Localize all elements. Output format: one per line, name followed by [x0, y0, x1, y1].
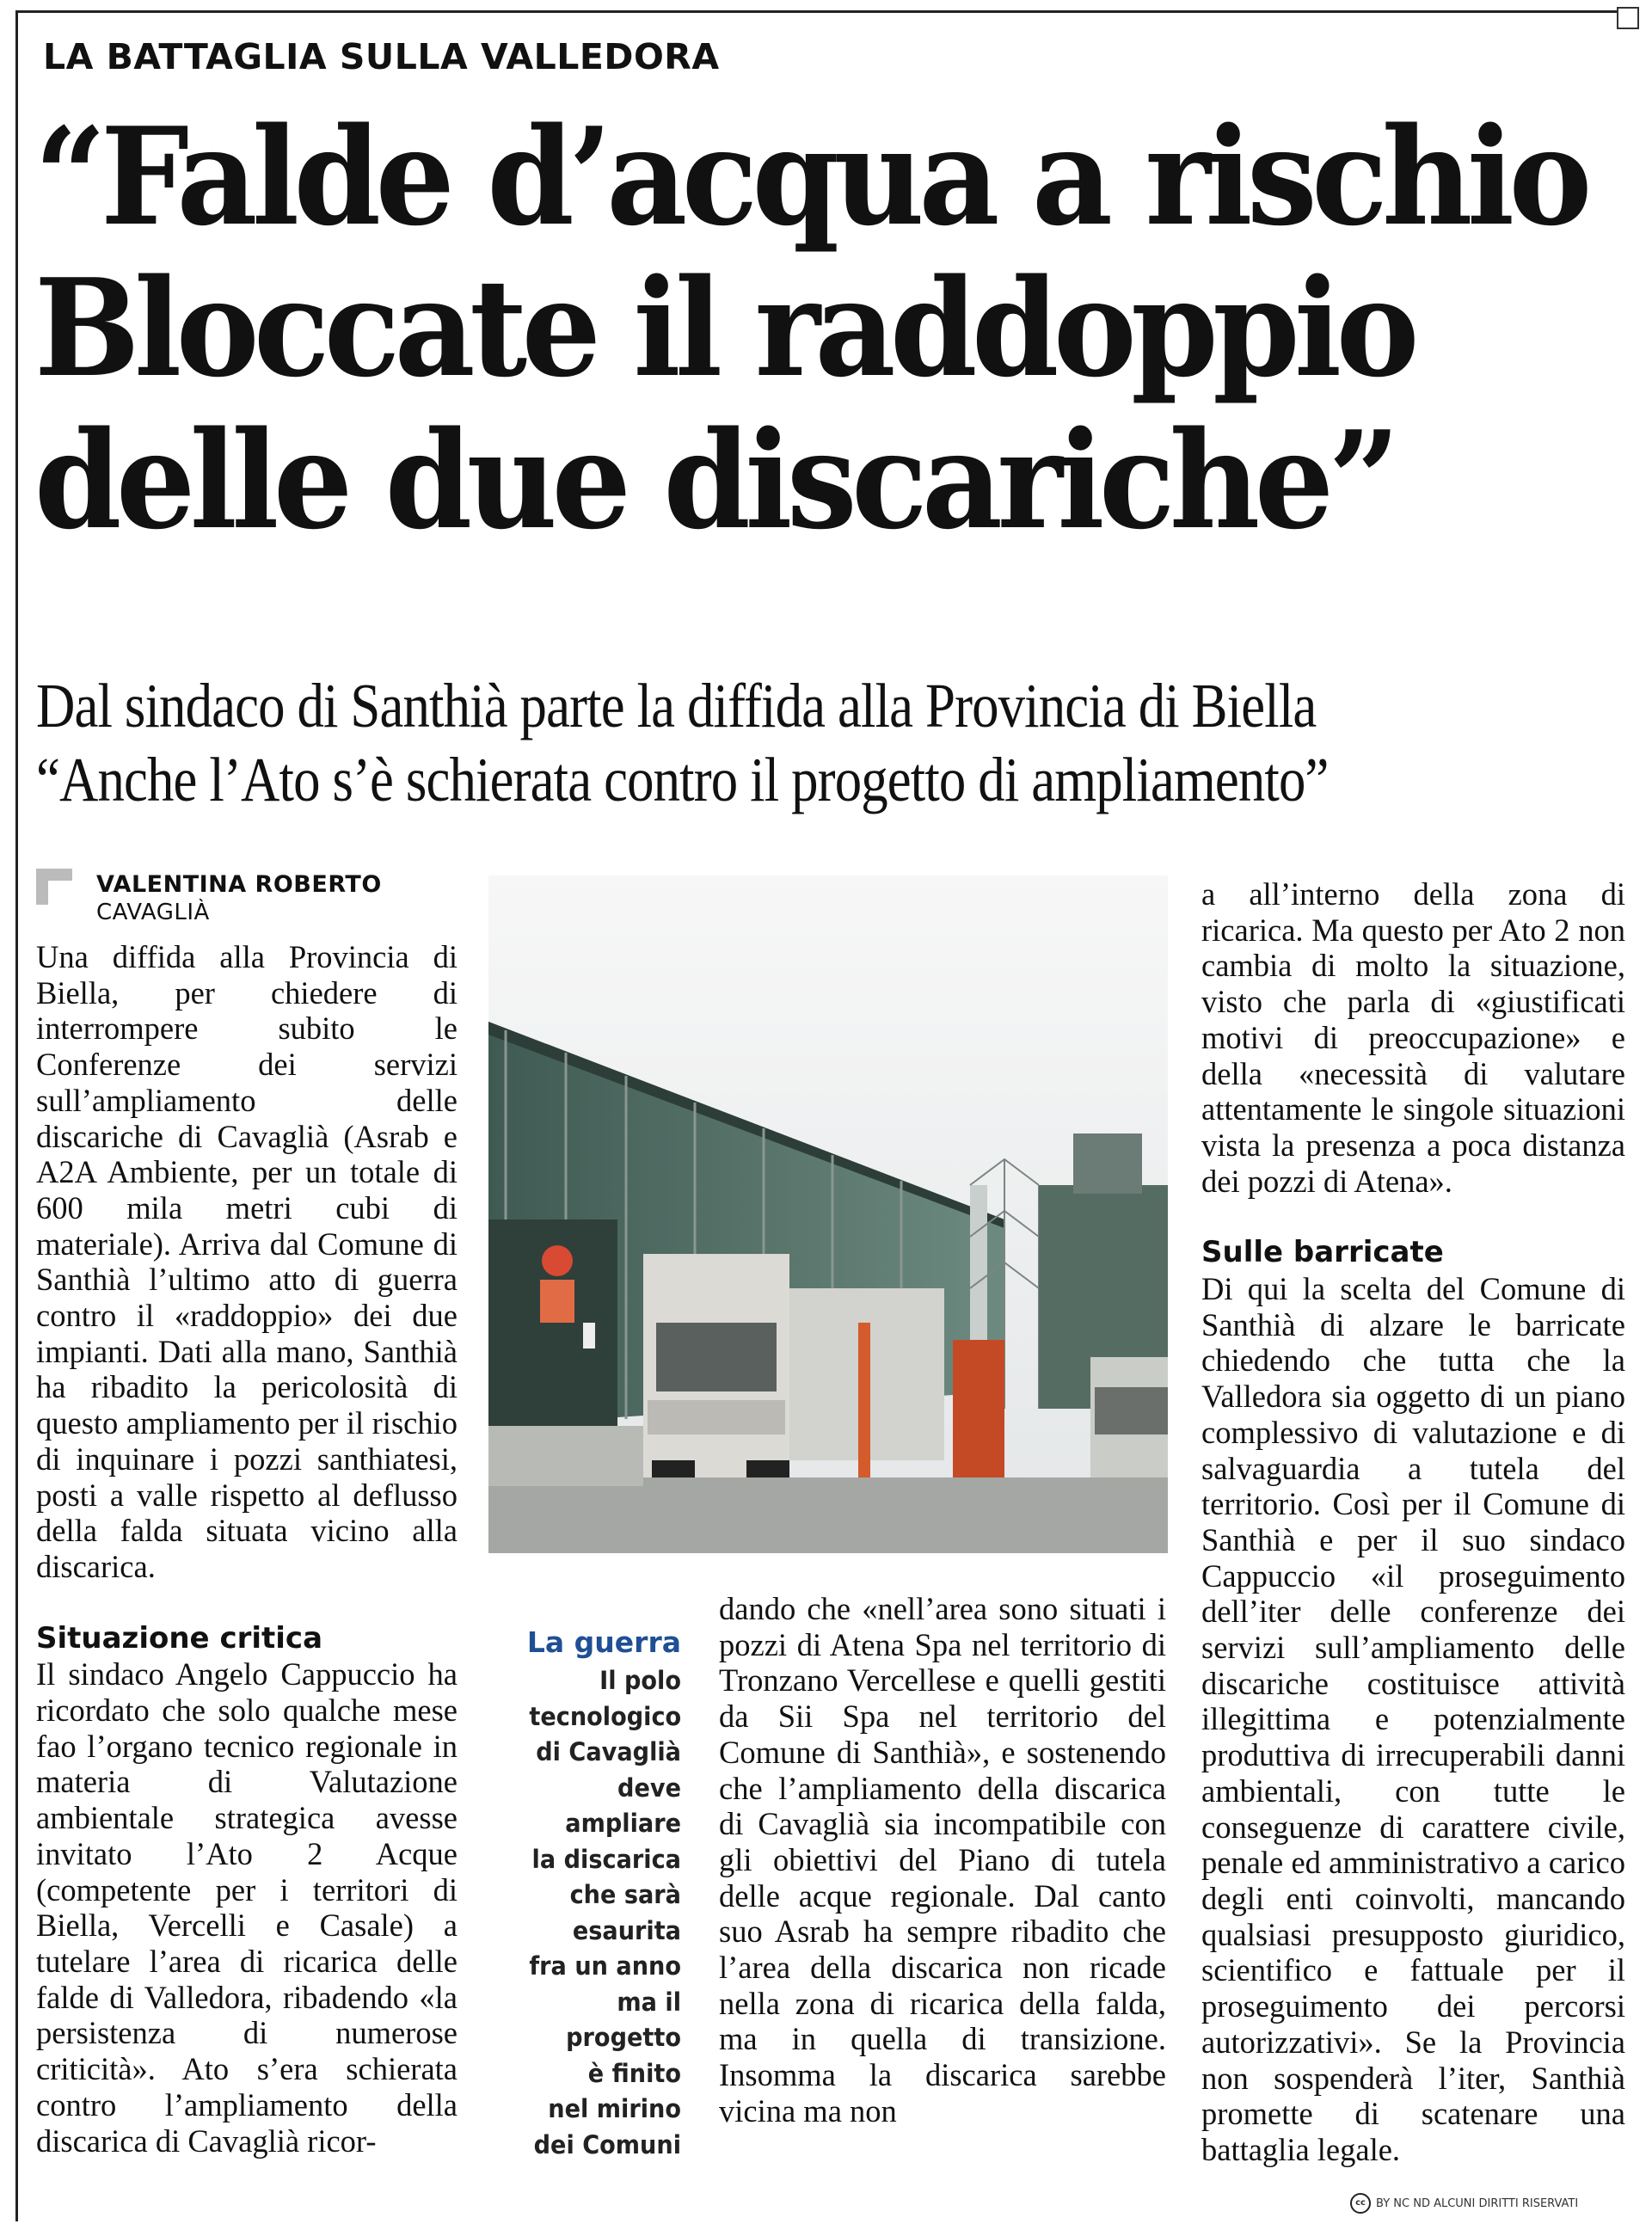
headline [34, 98, 1587, 559]
photo-caption-title: La guerra [526, 1625, 681, 1659]
byline-place: CAVAGLIÀ [96, 900, 210, 925]
cc-icon: cc [1350, 2193, 1371, 2214]
caption-line: la discarica [531, 1844, 681, 1874]
caption-line: che sarà [569, 1880, 681, 1909]
caption-line: deve [617, 1772, 681, 1803]
caption-line: esaurita [572, 1915, 681, 1945]
byline-corner-icon [36, 869, 72, 905]
landfill-trucks-image [488, 875, 1168, 1553]
headline-line-1: “Falde d’acqua a rischio [34, 98, 1587, 255]
byline-author: VALENTINA ROBERTO [96, 871, 382, 898]
article-column-1 [36, 939, 458, 2159]
subhead-line-2: “Anche l’Ato s’è schierata contro il progetto di ampliamento” [36, 745, 1329, 815]
caption-line: progetto [566, 2023, 681, 2052]
article-column-3 [719, 1591, 1166, 2129]
paragraph-body: Di qui la scelta del Comune di Santhià di alzare le barricate chiedendo che tutta che la Valledora sia oggetto di un piano complessivo di valutazione e di salvaguardia a tutela del territorio. Così per il Comune di Santhià e per il suo sindaco Cappuccio «il proseguimento dell’iter delle conferenze dei servizi sull’ampliamento delle discariche costituisce attività illegittima e potenzialmente produttiva di irrecuperabili danni ambientali, con tutte le conseguenze di carattere civile, penale ed amministrativo a carico degli enti coinvolti, mancando qualsiasi presupposto giuridico, scientifico e fattuale per il proseguimento dei percorsi autorizzativi». Se la Provincia non sospenderà l’iter, Santhià promette di scatenare una battaglia legale. [1201, 1271, 1625, 2167]
caption-line: di Cavaglià [536, 1737, 681, 1766]
article-column-4 [1201, 876, 1625, 2168]
article-photo [488, 875, 1168, 1553]
section-heading-situazione: Situazione critica [36, 1620, 323, 1656]
corner-crop-mark [1617, 7, 1639, 29]
paragraph-lead: Una diffida alla Provincia di Biella, per chiedere di interrompere subito le Conferenze dei servizi sull’ampliamento delle discariche di Cavaglià (Asrab e A2A Ambiente, per un totale di 600 mila metri cubi di materiale). Arriva dal Comune di Santhià l’ultimo atto di guerra contro il «raddoppio» dei due impianti. Dati alla mano, Santhià ha ribadito la pericolosità di questo ampliamento per il rischio di inquinare i pozzi santhiatesi, posti a valle rispetto al deflusso della falda situata vicino alla discarica. [36, 939, 458, 1584]
license-notice [1350, 2193, 1578, 2214]
caption-line: ampliare [565, 1809, 681, 1838]
caption-line: Il polo [599, 1666, 681, 1695]
section-heading-barricate: Sulle barricate [1201, 1235, 1444, 1270]
paragraph-lead: a all’interno della zona di ricarica. Ma questo per Ato 2 non cambia di molto la situazione, visto che parla di «giustificati motivi di preoccupazione» e della «necessità di valutare attentamente le singole situazioni vista la presenza a poca distanza dei pozzi di Atena». [1201, 876, 1625, 1199]
caption-line: fra un anno [529, 1951, 682, 1981]
caption-line: nel mirino [548, 2094, 681, 2123]
caption-line: tecnologico [529, 1701, 682, 1731]
subhead-line-1: Dal sindaco di Santhià parte la diffida alla Provincia di Biella [36, 671, 1317, 740]
kicker: LA BATTAGLIA SULLA VALLEDORA [43, 36, 720, 77]
subheadline [36, 669, 1412, 817]
caption-line: è finito [587, 2058, 681, 2088]
caption-line: ma il [617, 1987, 681, 2017]
caption-line: dei Comuni [533, 2129, 681, 2159]
license-text: BY NC ND ALCUNI DIRITTI RISERVATI [1376, 2196, 1579, 2210]
paragraph-body: Il sindaco Angelo Cappuccio ha ricordato che solo qualche mese fao l’organo tecnico regionale in materia di Valutazione ambientale strategica avesse invitato l’Ato 2 Acque (competente per i territori di Biella, Vercelli e Casale) a tutelare l’area di ricarica delle falde di Valledora, ribadendo «la persistenza di numerose criticità». Ato s’era schierata contro l’ampliamento della discarica di Cavaglià ricor- [36, 1656, 458, 2159]
photo-caption [529, 1663, 681, 2163]
headline-line-2: Bloccate il raddoppio [34, 249, 1414, 408]
headline-line-3: delle due discariche” [34, 401, 1395, 559]
paragraph-body: dando che «nell’area sono situati i pozzi di Atena Spa nel territorio di Tronzano Vercellese e quelli gestiti da Sii Spa nel territorio del Comune di Santhià», e sostenendo che l’ampliamento della discarica di Cavaglià sia incompatibile con gli obiettivi del Piano di tutela delle acque regionale. Dal canto suo Asrab ha sempre ribadito che l’area della discarica non ricade nella zona di ricarica della falda, ma in quella di transizione. Insomma la discarica sarebbe vicina ma non [719, 1591, 1166, 2129]
